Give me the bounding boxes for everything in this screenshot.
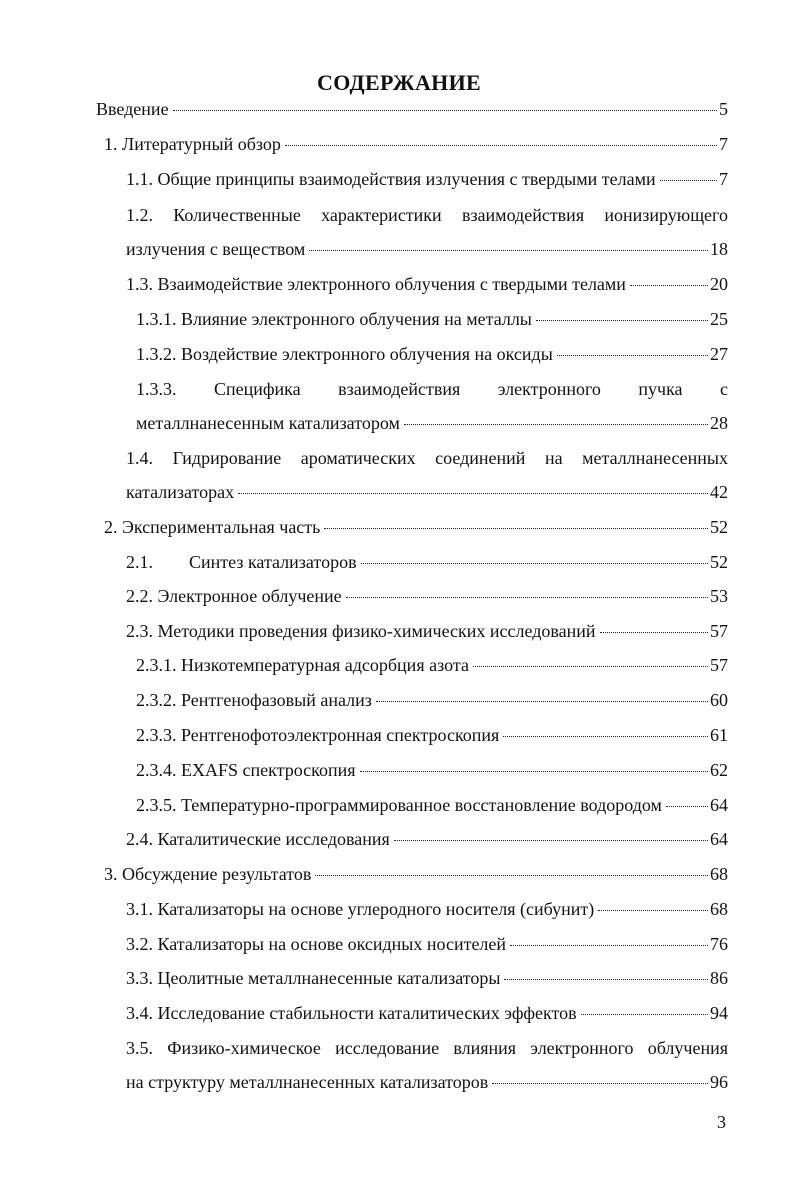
toc-entry-label: 2. Экспериментальная часть xyxy=(104,517,321,537)
toc-entry-label: 2.3.1. Низкотемпературная адсорбция азота xyxy=(136,655,469,675)
toc-entry-line1: 1.2. Количественные характеристики взаимодействия ионизирующего xyxy=(126,205,728,225)
dot-leader xyxy=(504,979,708,980)
dot-leader xyxy=(394,840,708,841)
dot-leader xyxy=(404,424,708,425)
toc-entry-page: 76 xyxy=(710,934,728,954)
toc-entry-label: металлнанесенным катализатором xyxy=(136,413,400,433)
dot-leader xyxy=(346,597,708,598)
dot-leader xyxy=(360,771,708,772)
toc-entry-label: 3.2. Катализаторы на основе оксидных носителей xyxy=(126,934,507,954)
dot-leader xyxy=(285,145,717,146)
toc-entry xyxy=(104,863,728,885)
toc-entry-page: 57 xyxy=(710,621,728,641)
toc-entry xyxy=(126,828,728,850)
dot-leader xyxy=(660,180,717,181)
dot-leader xyxy=(309,250,708,251)
toc-entry-page: 62 xyxy=(710,760,728,780)
toc-entry xyxy=(126,967,728,989)
toc-entry-page: 27 xyxy=(710,344,728,364)
dot-leader xyxy=(598,910,708,911)
toc-entry-page: 25 xyxy=(710,309,728,329)
toc-entry-page: 5 xyxy=(719,99,728,119)
toc-entry-label: 3.4. Исследование стабильности каталитических эффектов xyxy=(126,1003,577,1023)
toc-entry xyxy=(126,1071,728,1093)
toc-entry-label: Введение xyxy=(96,99,169,119)
toc-entry-label: 2.3.2. Рентгенофазовый анализ xyxy=(136,690,372,710)
toc-entry-page: 42 xyxy=(710,482,728,502)
toc-entry xyxy=(126,551,728,573)
toc-entry-page: 28 xyxy=(710,413,728,433)
dot-leader xyxy=(557,355,708,356)
toc-entry xyxy=(136,759,728,781)
toc-entry xyxy=(126,585,728,607)
toc-entry-label: 1.3. Взаимодействие электронного облучения с твердыми телами xyxy=(126,274,626,294)
toc-entry-label: 1. Литературный обзор xyxy=(104,134,281,154)
toc-entry-label: на структуру металлнанесенных катализаторов xyxy=(126,1072,489,1092)
toc-entry-label: катализаторах xyxy=(126,482,235,502)
toc-entry xyxy=(126,238,728,260)
dot-leader xyxy=(503,736,708,737)
toc-entry-label: 2.3.3. Рентгенофотоэлектронная спектроскопия xyxy=(136,725,500,745)
toc-entry-line1: 1.4. Гидрирование ароматических соединений на металлнанесенных xyxy=(126,448,728,468)
dot-leader xyxy=(315,875,708,876)
dot-leader xyxy=(473,666,708,667)
dot-leader xyxy=(536,320,708,321)
toc-entry-page: 64 xyxy=(710,829,728,849)
toc-entry xyxy=(126,168,728,190)
toc-entry-label: 2.3.5. Температурно-программированное восстановление водородом xyxy=(136,795,662,815)
toc-entry xyxy=(136,654,728,676)
toc-entry xyxy=(136,724,728,746)
toc-entry-label: 3.3. Цеолитные металлнанесенные катализаторы xyxy=(126,968,501,988)
dot-leader xyxy=(630,285,708,286)
toc-entry-label: 2.4. Каталитические исследования xyxy=(126,829,390,849)
toc-entry-line1: 1.3.3. Специфика взаимодействия электронного пучка с xyxy=(136,379,728,399)
toc-entry-label: 2.3.4. EXAFS спектроскопия xyxy=(136,760,356,780)
toc-entry-page: 60 xyxy=(710,690,728,710)
toc-entry-label: 3.1. Катализаторы на основе углеродного носителя (сибунит) xyxy=(126,899,595,919)
toc-entry-label: 2.2. Электронное облучение xyxy=(126,586,342,606)
toc-entry xyxy=(136,343,728,365)
toc-entry-page: 18 xyxy=(710,239,728,259)
page-number: 3 xyxy=(717,1112,726,1132)
toc-entry xyxy=(126,1002,728,1024)
toc-entry xyxy=(126,273,728,295)
toc-entry-page: 57 xyxy=(710,655,728,675)
dot-leader xyxy=(600,632,708,633)
toc-entry-page: 64 xyxy=(710,795,728,815)
toc-entry-page: 68 xyxy=(710,899,728,919)
dot-leader xyxy=(238,493,708,494)
toc-entry xyxy=(136,689,728,711)
toc-entry xyxy=(126,620,728,642)
toc-entry-line1: 3.5. Физико-химическое исследование влияния электронного облучения xyxy=(126,1038,728,1058)
toc-entry xyxy=(136,412,728,434)
toc-entry-label: излучения с веществом xyxy=(126,239,306,259)
toc-entry xyxy=(126,898,728,920)
toc-entry xyxy=(126,933,728,955)
dot-leader xyxy=(173,110,717,111)
toc-entry-page: 86 xyxy=(710,968,728,988)
dot-leader xyxy=(581,1014,708,1015)
toc-entry-page: 7 xyxy=(719,134,728,154)
toc-entry-page: 53 xyxy=(710,586,728,606)
toc-entry xyxy=(136,308,728,330)
toc-entry-label: 2.1. Синтез катализаторов xyxy=(126,552,357,572)
toc-entry xyxy=(96,98,728,120)
toc-entry-page: 52 xyxy=(710,552,728,572)
toc-entry-page: 7 xyxy=(719,169,728,189)
toc-entry-page: 94 xyxy=(710,1003,728,1023)
toc-entry-page: 52 xyxy=(710,517,728,537)
toc-entry xyxy=(104,133,728,155)
toc-entry-label: 1.3.1. Влияние электронного облучения на металлы xyxy=(136,309,532,329)
toc-entry-page: 20 xyxy=(710,274,728,294)
dot-leader xyxy=(666,806,708,807)
toc-entry-page: 96 xyxy=(710,1072,728,1092)
page-title: СОДЕРЖАНИЕ xyxy=(317,70,481,95)
toc-entry-label: 2.3. Методики проведения физико-химических исследований xyxy=(126,621,596,641)
toc-entry xyxy=(104,516,728,538)
toc-entry-page: 68 xyxy=(710,864,728,884)
toc-entry-label: 3. Обсуждение результатов xyxy=(104,864,312,884)
dot-leader xyxy=(376,701,708,702)
toc-entry-label: 1.3.2. Воздействие электронного облучения на оксиды xyxy=(136,344,553,364)
toc-entry xyxy=(136,794,728,816)
dot-leader xyxy=(510,945,708,946)
toc-entry-page: 61 xyxy=(710,725,728,745)
dot-leader xyxy=(361,563,708,564)
dot-leader xyxy=(324,528,708,529)
dot-leader xyxy=(492,1083,708,1084)
toc-entry-label: 1.1. Общие принципы взаимодействия излучения с твердыми телами xyxy=(126,169,656,189)
toc-entry xyxy=(126,481,728,503)
